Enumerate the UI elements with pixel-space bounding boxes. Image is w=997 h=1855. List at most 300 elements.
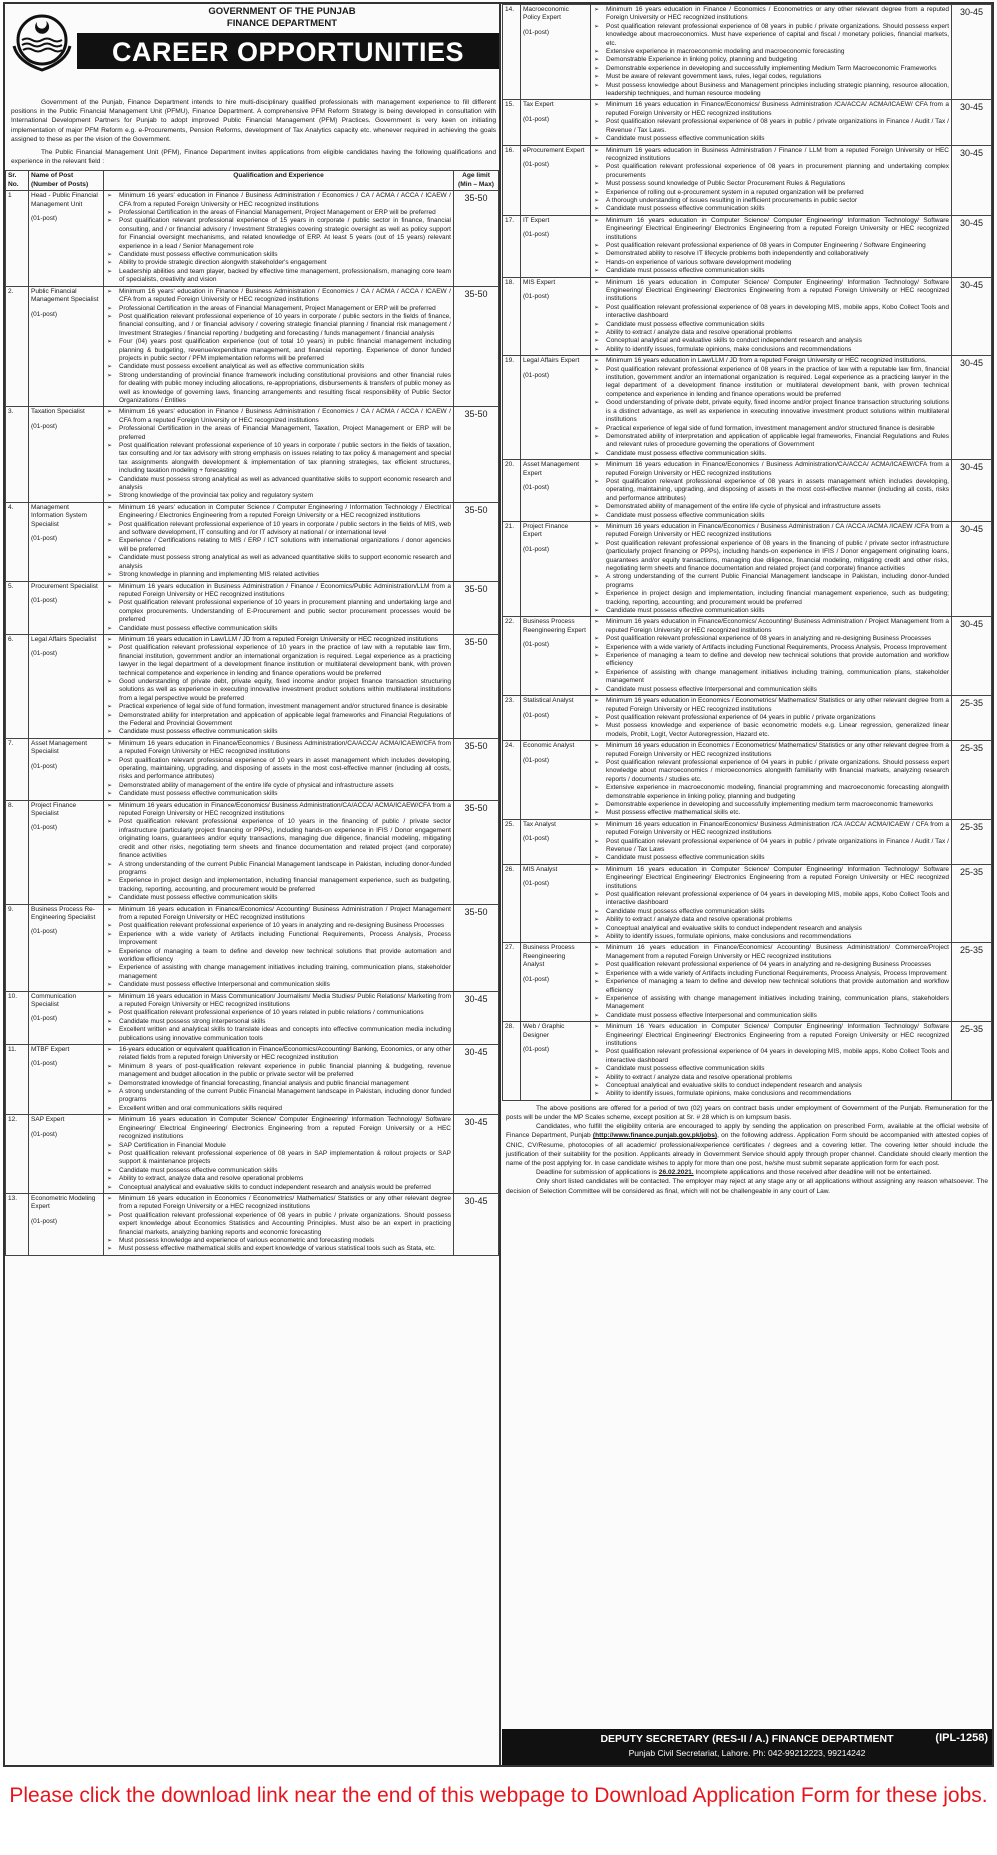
post-count: (01-post) xyxy=(523,835,550,843)
post-name: IT Expert (01-post) xyxy=(521,215,591,277)
sr-number: 5. xyxy=(6,581,29,634)
qualification-item: ➢ Candidate must possess effective Interpersonal and communication skills xyxy=(593,1012,949,1020)
post-name: Project Finance Expert (01-post) xyxy=(521,521,591,616)
table-row xyxy=(503,1022,992,1101)
age-limit: 35-50 xyxy=(454,738,499,800)
age-limit: 35-50 xyxy=(454,581,499,634)
post-count: (01-post) xyxy=(31,1130,58,1138)
positions-table-right xyxy=(502,4,992,1101)
qualification-list xyxy=(593,697,949,739)
qualification-list xyxy=(593,357,949,458)
qualification-item: ➢ Must possess knowledge and experience of various econometric and forecasting models xyxy=(106,1237,451,1245)
terms-paragraph-4: Only short listed candidates will be contacted. The employer may reject at any stage any or all applications without assigning any reason whatsoever. The decision of Selection Committee will be considered as final, which will not be challengeable in any court of Law. xyxy=(506,1178,988,1195)
post-count: (01-post) xyxy=(31,928,58,936)
qualification-item: ➢ Minimum 16 years education in Computer Science/ Computer Engineering/ Information Technology/ Software Engineering/ Electrical Engineering/ Electronics Engineering from a reputed Foreign University or HEC recognized institutions xyxy=(593,279,949,304)
qualification-item: ➢ Candidate must possess strong analytical as well as advanced quantitative skills to support economic research and analysis xyxy=(106,554,451,571)
signatory-address: Punjab Civil Secretariat, Lahore. Ph: 042-99212223, 99214242 xyxy=(628,1748,866,1758)
sr-number: 25. xyxy=(503,819,521,864)
sr-number: 18. xyxy=(503,277,521,356)
table-row xyxy=(503,864,992,943)
qualification-item: ➢ Post qualification relevant professional experience of 08 years in public / private organizations. Should possess expert knowledge about macroeconomics. Must have experience of capital and fiscal / monetary policies, financial markets, etc. xyxy=(593,23,949,48)
sr-number: 3. xyxy=(6,407,29,502)
qualification-item: ➢ Demonstrated knowledge of financial forecasting, financial analysis and public financial management xyxy=(106,1080,451,1088)
table-header-row xyxy=(6,171,499,191)
qualification-item: ➢ Conceptual analytical and evaluative skills to conduct independent research and analysis would be preferred xyxy=(106,1184,451,1192)
header-name: Name of Post (Number of Posts) xyxy=(29,171,104,191)
sr-number: 21. xyxy=(503,521,521,616)
sr-number: 7. xyxy=(6,738,29,800)
table-row xyxy=(6,634,499,738)
qualification-item: ➢ Minimum 16 years education in Finance/Economics/ Business Administration/CA/ACCA/ ACMA/ICAEW/CFA from a reputed Foreign University or HEC recognized institutions xyxy=(106,802,451,819)
table-row xyxy=(503,943,992,1022)
qualification-item: ➢ Demonstrated ability for interpretation and application of applicable legal frameworks and Financial Regulations of the Federal and Provincial Government xyxy=(106,712,451,729)
qualification-list xyxy=(106,740,451,799)
download-notice: Please click the download link near the end of this webpage to Download Application Form for these jobs. xyxy=(9,1784,988,1807)
sr-number: 28. xyxy=(503,1022,521,1101)
qualification-item: ➢ Post qualification relevant professional experience of 10 years in corporate / public sectors in the fields of finance, financial consulting, and / or financial advisory / covering strategic financial planning / financial risk management / Investment Strategies / financial reporting / budgeting and forecasting / funds management / financial analysis xyxy=(106,313,451,338)
age-limit: 35-50 xyxy=(454,407,499,502)
qualification-item: ➢ Must possess knowledge and experience of basic econometric models e.g. Linear regression, generalized linear models, Probit, Logit, Vector Autoregression, Hazard etc. xyxy=(593,722,949,739)
post-name: Business Process Reengineering Analyst (01-post) xyxy=(521,943,591,1022)
qualification-item: ➢ Must possess effective mathematical skills etc. xyxy=(593,809,949,817)
qualification-item: ➢ Must possess sound knowledge of Public Sector Procurement Rules & Regulations xyxy=(593,180,949,188)
table-row xyxy=(6,991,499,1044)
qualification-list xyxy=(106,504,451,580)
table-row xyxy=(503,521,992,616)
qualification-cell xyxy=(104,904,454,991)
qualification-cell xyxy=(104,1115,454,1194)
qualification-cell xyxy=(104,407,454,502)
qualification-item: ➢ Candidate must possess effective communication skills xyxy=(106,728,451,736)
qualification-item: ➢ Post qualification relevant professional experience of 10 years in asset management which includes developing, operating, maintaining, upgrading, and disposing of assets in the most cost-effective manner (including all costs, risks and performance attributes) xyxy=(106,757,451,782)
qualification-item: ➢ Post qualification relevant professional experience of 04 years in developing MIS, mobile apps, Kobo Collect Tools and interactive dashboard xyxy=(593,891,949,908)
post-name: Taxation Specialist (01-post) xyxy=(29,407,104,502)
qualification-list xyxy=(593,6,949,98)
sr-number: 9. xyxy=(6,904,29,991)
qualification-item: ➢ Extensive experience in macroeconomic modeling, financial programming and macroeconomic forecasting alongwith demonstrable experience in linking policy, planning and budgeting xyxy=(593,784,949,801)
age-limit: 35-50 xyxy=(454,634,499,738)
post-name: MIS Expert (01-post) xyxy=(521,277,591,356)
qualification-list xyxy=(593,618,949,694)
qualification-item: ➢ Candidate must possess effective communication skills xyxy=(593,135,949,143)
sr-number: 16. xyxy=(503,145,521,215)
qualification-item: ➢ Candidate must possess effective communication skills xyxy=(106,625,451,633)
qualification-item: ➢ Post qualification relevant professional experience of 08 years in the practice of law with a reputable law firm, financial institution, government and/or an international organization is required. Legal experience as a practicing lawyer in the legal department of a development finance institution or multilateral development bank, with proven technical competence and experience in lending and finance operations would be preferred xyxy=(593,366,949,400)
qualification-cell xyxy=(591,617,952,696)
signature-block xyxy=(502,1729,992,1765)
qualification-item: ➢ Candidate must possess strong analytical as well as advanced quantitative skills to support economic research and analysis xyxy=(106,476,451,493)
qualification-item: ➢ Practical experience of legal side of fund formation, investment management and/or structured finance is desirable xyxy=(593,425,949,433)
deadline-date: 26.02.2021. xyxy=(658,1169,694,1177)
qualification-item: ➢ Minimum 16 years education in Finance/Economics / Business Administration/CA/ACCA/ ACMA/ICAEW/CFA from a reputed Foreign University or HEC recognized institutions xyxy=(106,740,451,757)
qualification-item: ➢ Minimum 16 years education in Mass Communication/ Journalism/ Media Studies/ Public Relations/ Marketing from a reputed Foreign University or HEC recognized institutions xyxy=(106,993,451,1010)
qualification-cell xyxy=(591,1022,952,1101)
age-limit: 30-45 xyxy=(952,356,992,460)
terms-paragraph-1: The above positions are offered for a period of two (02) years on contract basis under employment of Government of the Punjab. Remuneration for the posts will be under the MP Scales scheme, except position at Sr. # 28 which is on lumpsum basis. xyxy=(506,1104,988,1121)
sr-number: 12. xyxy=(6,1115,29,1194)
career-banner: CAREER OPPORTUNITIES xyxy=(77,33,499,69)
post-count: (01-post) xyxy=(31,1015,58,1023)
qualification-item: ➢ Candidate must possess effective communication skills xyxy=(106,894,451,902)
table-row xyxy=(503,617,992,696)
sr-number: 8. xyxy=(6,800,29,904)
qualification-item: ➢ Post qualification relevant professional experience of 04 years in analyzing and re-designing Business Processes xyxy=(593,961,949,969)
qualification-item: ➢ Ability to extract / analyze data and resolve operational problems xyxy=(593,1074,949,1082)
post-count: (01-post) xyxy=(523,545,550,553)
qualification-item: ➢ Ability to extract, analyze data and resolve operational problems xyxy=(106,1175,451,1183)
qualification-item: ➢ SAP Certification in Financial Module xyxy=(106,1142,451,1150)
post-count: (01-post) xyxy=(31,310,58,318)
qualification-item: ➢ Candidate must possess effective communication skills xyxy=(106,790,451,798)
right-column xyxy=(502,4,992,1765)
qualification-item: ➢ Minimum 16 years education in Finance/Economics/ Accounting/ Business Administration/ Commerce/Project Management from a reputed Foreign University or HEC recognized institutions xyxy=(593,944,949,961)
table-row xyxy=(6,1193,499,1255)
age-limit: 25-35 xyxy=(952,1022,992,1101)
post-count: (01-post) xyxy=(523,115,550,123)
post-count: (01-post) xyxy=(31,422,58,430)
post-name: MIS Analyst (01-post) xyxy=(521,864,591,943)
qualification-item: ➢ Demonstrated ability to resolve IT lifecycle problems both independently and collaboratively xyxy=(593,250,949,258)
qualification-item: ➢ Experience of rolling out e-procurement system in a reputed organization will be preferred xyxy=(593,189,949,197)
sr-number: 22. xyxy=(503,617,521,696)
age-limit: 35-50 xyxy=(454,904,499,991)
qualification-item: ➢ Good understanding of private debt, private equity, fixed income and/or project finance transaction structuring solutions as well as experience in executing innovative investment product solutions within multilateral institutions from a legal perspective would be preferred xyxy=(106,678,451,703)
table-row xyxy=(503,819,992,864)
qualification-item: ➢ Minimum 16 years education in Economics / Econometrics/ Mathematics/ Statistics or any other relevant degree from a reputed Foreign University or HEC recognized institutions xyxy=(593,697,949,714)
sr-number: 14. xyxy=(503,5,521,100)
qualification-item: ➢ Demonstrable experience in developing and successfully implementing Medium Term Macroeconomic Frameworks xyxy=(593,65,949,73)
qualification-item: ➢ Must possess effective mathematical skills and expert knowledge of various statistical tools such as Stata, etc. xyxy=(106,1245,451,1253)
finance-website-link[interactable]: (http://www.finance.punjab.gov.pk/jobs) xyxy=(592,1132,718,1140)
qualification-item: ➢ Minimum 16 years education in Finance/Economics/ Business Administration /CA /ACCA/ ACMA/ICAEW / CFA from a reputed Foreign University or HEC recognized institutions xyxy=(593,821,949,838)
post-name: SAP Expert (01-post) xyxy=(29,1115,104,1194)
post-count: (01-post) xyxy=(31,650,58,658)
terms-text xyxy=(502,1101,992,1199)
qualification-item: ➢ Leadership abilities and team player, backed by effective time management, professionalism, managing core team of specialists, creativity and vision xyxy=(106,268,451,285)
sr-number: 15. xyxy=(503,100,521,145)
qualification-item: ➢ Candidate must possess excellent analytical as well as effective communication skills xyxy=(106,363,451,371)
sr-number: 19. xyxy=(503,356,521,460)
qualification-item: ➢ Post qualification relevant professional experience of 08 years in Computer Engineering / Software Engineering xyxy=(593,242,949,250)
qualification-item: ➢ Candidate must possess effective Interpersonal and communication skills xyxy=(106,981,451,989)
positions-table-left xyxy=(5,170,499,1255)
qualification-item: ➢ Candidate must possess effective communication skills xyxy=(593,512,949,520)
sr-number: 23. xyxy=(503,696,521,741)
qualification-item: ➢ Minimum 16 years education in Finance / Economics / Econometrics or any other relevant degree from a reputed Foreign University or HEC recognized institutions xyxy=(593,6,949,23)
qualification-item: ➢ Minimum 16 years education in Law/LLM / JD from a reputed Foreign University or HEC recognized institutions. xyxy=(593,357,949,365)
qualification-item: ➢ Experience / Certifications relating to MIS / ERP / ICT solutions with international organizations / donor agencies will be preferred xyxy=(106,537,451,554)
post-name: Procurement Specialist (01-post) xyxy=(29,581,104,634)
qualification-list xyxy=(106,1195,451,1254)
qualification-item: ➢ 16-years education or equivalent qualification in Finance/Economics/Accounting/ Banking, Economics, or any other related fields from a reputed foreign University or HEC recognized institution xyxy=(106,1046,451,1063)
qualification-item: ➢ Minimum 16 years education in Finance/Economics / Business Administration / CA /ACCA /ACMA /ICAEW /CFA from a reputed Foreign University or HEC recognized institutions xyxy=(593,523,949,540)
post-count: (01-post) xyxy=(523,1045,550,1053)
table-row xyxy=(503,5,992,100)
qualification-item: ➢ Post qualification relevant professional experience of 04 years in public / private organizations xyxy=(593,714,949,722)
post-count: (01-post) xyxy=(523,160,550,168)
qualification-item: ➢ Candidate must possess effective Interpersonal and communication skills xyxy=(593,686,949,694)
qualification-list xyxy=(106,1046,451,1113)
qualification-cell xyxy=(104,1193,454,1255)
qualification-item: ➢ Minimum 16 years education in Finance/Economics/ Accounting/ Business Administration / Project Management from a reputed Foreign University or HEC recognized institutions xyxy=(593,618,949,635)
sr-number: 24. xyxy=(503,741,521,820)
qualification-item: ➢ Minimum 16 years education in Computer Science/ Computer Engineering/ Information Technology/ Software Engineering/ Electrical Engineering/ Electronics Engineering from a reputed Foreign University or HEC recognized institutions xyxy=(593,866,949,891)
sr-number: 17. xyxy=(503,215,521,277)
age-limit: 25-35 xyxy=(952,696,992,741)
qualification-item: ➢ Professional Certification in the areas of Financial Management, Taxation, Project Management or ERP will be preferred xyxy=(106,425,451,442)
qualification-cell xyxy=(104,1045,454,1115)
age-limit: 30-45 xyxy=(952,145,992,215)
qualification-item: ➢ Must be aware of relevant government laws, rules, legal codes, regulations xyxy=(593,73,949,81)
qualification-cell xyxy=(591,5,952,100)
qualification-item: ➢ Practical experience of legal side of fund formation, investment management and/or structured finance is desirable xyxy=(106,703,451,711)
post-count: (01-post) xyxy=(523,231,550,239)
table-row xyxy=(503,100,992,145)
terms-paragraph-2: Candidates, who fulfill the eligibility criteria are encouraged to apply by sending the application on prescribed Form, available at the official website of Finance Department, Punjab (http://www.finance.punjab.gov.pk/jobs), on the following address. Application Form should be accompanied with attested copies of CNIC, CV/Resume, photocopies of all academic/ professional/experience certificates / degrees and a covering letter. The covering letter should include the justification of their suitability for the position. Applicants already in Government Service should apply through proper channel. Candidate should clearly mention the name of the post applying for. In case candidate wishes to apply for more than one post, he/she must submit separate application form for each post. xyxy=(506,1123,988,1167)
qualification-item: ➢ Post qualification relevant professional experience of 04 years in public / private organizations. Should possess expert knowledge about macroeconomics / microeconomics alongwith familiarity with financial markets, analyzing research reports / documents / studies etc. xyxy=(593,759,949,784)
qualification-item: ➢ Minimum 16 years education in Economics / Econometrics/ Mathematics/ Statistics or any other relevant degree from a reputed Foreign University or a HEC recognized institutions xyxy=(106,1195,451,1212)
table-row xyxy=(6,407,499,502)
qualification-item: ➢ Experience of assisting with change management initiatives including training, communication plans, stakeholder management xyxy=(106,964,451,981)
qualification-cell xyxy=(104,502,454,581)
qualification-item: ➢ Conceptual analytical and evaluative skills to conduct independent research and analysis xyxy=(593,925,949,933)
qualification-item: ➢ Post qualification relevant professional experience of 08 years in developing MIS, mobile apps, Kobo Collect Tools and interactive dashboard xyxy=(593,304,949,321)
table-row xyxy=(503,460,992,522)
age-limit: 35-50 xyxy=(454,800,499,904)
qualification-cell xyxy=(591,145,952,215)
post-count: (01-post) xyxy=(523,371,550,379)
post-count: (01-post) xyxy=(523,641,550,649)
post-name: Project Finance Specialist (01-post) xyxy=(29,800,104,904)
post-name: Business Process Reengineering Expert (01-post) xyxy=(521,617,591,696)
qualification-item: ➢ Strong understanding of provincial finance framework including constitutional provisions and other financial rules for dealing with public money including allocations, re-appropriations, disbursements & transfers of public money as well as knowledge of governing laws, financing arrangements and resulting fiscal responsibility of Public Sector Organizations / Entities xyxy=(106,372,451,406)
intro-paragraph-1: Government of the Punjab, Finance Department intends to hire multi-disciplinary qualified professionals with management experience to fill different positions in the Public Financial Management Unit (PFMU), Finance Department. A comprehensive PFM Reform Strategy is being developed in consultation with International Development Partners for Punjab to adopt improved Public Financial Management (PFM) Practices. Government is very keen on initiating implementation of major PFM Reform e.g. e-Procurements, Pension Reforms, development of Tax Analytics capacity etc. whenever required in achieving the goals assigned to these as per the vision of the Government. xyxy=(11,99,496,143)
qualification-list xyxy=(106,192,451,284)
table-row xyxy=(6,1115,499,1194)
table-row xyxy=(6,800,499,904)
left-column xyxy=(5,4,501,1765)
qualification-item: ➢ Excellent written and oral communications skills required xyxy=(106,1105,451,1113)
qualification-item: ➢ Minimum 16 years education in Economics / Econometrics/ Mathematics/ Statistics or any other relevant degree from a reputed Foreign University or HEC recognized institutions xyxy=(593,742,949,759)
qualification-item: ➢ Ability to extract / analyze data and resolve operational problems xyxy=(593,916,949,924)
qualification-item: ➢ Excellent written and analytical skills to translate ideas and concepts into effective communication media including publications using innovative communication tools xyxy=(106,1026,451,1043)
post-name: Tax Analyst (01-post) xyxy=(521,819,591,864)
qualification-item: ➢ Ability to identify issues, formulate opinions, make conclusions and recommendations xyxy=(593,346,949,354)
sr-number: 13. xyxy=(6,1193,29,1255)
qualification-cell xyxy=(591,864,952,943)
qualification-item: ➢ Experience of assisting with change management initiatives including training, communication plans, stakeholders Management xyxy=(593,995,949,1012)
qualification-item: ➢ Must possess knowledge about Business and Management principles including strategic planning, resource allocation, leadership techniques, and human resource modeling xyxy=(593,82,949,99)
qualification-cell xyxy=(104,800,454,904)
sr-number: 2. xyxy=(6,286,29,407)
age-limit: 30-45 xyxy=(952,617,992,696)
qualification-item: ➢ Post qualification relevant professional experience of 10 years in corporate / public sectors in the fields of taxation, tax consulting and /or tax advisory with strong emphasis on issues relating to tax policy & management and special tax assignments alongwith development & implementation of tax planning strategies, tax efficient structures, including taxation modeling + forecasting xyxy=(106,442,451,476)
header-age: Age limit (Min – Max) xyxy=(454,171,499,191)
age-limit: 25-35 xyxy=(952,741,992,820)
left-table-body xyxy=(6,191,499,1256)
qualification-item: ➢ Post qualification relevant professional experience of 10 years in corporate / public sectors in the fields of MIS, web and software development, IT consulting and /or IT advisory at national / or international level xyxy=(106,521,451,538)
qualification-list xyxy=(106,408,451,500)
post-count: (01-post) xyxy=(31,762,58,770)
sr-number: 10. xyxy=(6,991,29,1044)
post-name: Statistical Analyst (01-post) xyxy=(521,696,591,741)
post-count: (01-post) xyxy=(523,28,550,36)
qualification-item: ➢ Post qualification relevant professional experience of 10 years in the practice of law with a reputable law firm, financial institution, government and/or an international organization is required. Legal experience as a practicing lawyer in the legal department of a development finance institution or multilateral development bank, with proven technical competence and experience in lending and finance operations would be preferred xyxy=(106,644,451,678)
table-row xyxy=(6,581,499,634)
qualification-item: ➢ Demonstrated ability of management of the entire life cycle of physical and infrastructure assets xyxy=(593,503,949,511)
age-limit: 30-45 xyxy=(952,215,992,277)
age-limit: 30-45 xyxy=(952,5,992,100)
post-name: Legal Affairs Specialist (01-post) xyxy=(29,634,104,738)
qualification-cell xyxy=(591,215,952,277)
qualification-item: ➢ Professional Certification in the areas of Financial Management, Project Management or ERP will be preferred xyxy=(106,209,451,217)
qualification-item: ➢ Candidate must possess effective communication skills xyxy=(593,1065,949,1073)
qualification-item: ➢ Candidate must possess effective communication skills xyxy=(106,1167,451,1175)
age-limit: 30-45 xyxy=(454,991,499,1044)
qualification-item: ➢ Conceptual analytical and evaluative skills to conduct independent research and analysis xyxy=(593,337,949,345)
qualification-item: ➢ Ability to identify issues, formulate opinions, make conclusions and recommendations xyxy=(593,1090,949,1098)
qualification-list xyxy=(593,101,949,143)
qualification-item: ➢ Candidate must possess effective communication skills xyxy=(593,607,949,615)
sr-number: 20. xyxy=(503,460,521,522)
table-row xyxy=(503,696,992,741)
qualification-item: ➢ Post qualification relevant professional experience of 04 years in public / private organizations in Finance / Audit / Tax / Revenue / Tax Laws xyxy=(593,838,949,855)
table-row xyxy=(6,904,499,991)
qualification-item: ➢ Demonstrable Experience in linking policy, planning and budgeting xyxy=(593,56,949,64)
age-limit: 30-45 xyxy=(454,1045,499,1115)
header-sr: Sr. No. xyxy=(6,171,29,191)
qualification-item: ➢ Candidate must possess effective communication skills xyxy=(593,205,949,213)
qualification-item: ➢ Post qualification relevant professional experience of 08 years in public / private organizations in Finance / Audit / Tax / Revenue / Tax Laws. xyxy=(593,118,949,135)
qualification-item: ➢ Experience in project design and implementation, including financial management experience, such as budgeting; tracking, reporting, accounting; and procurement would be preferred xyxy=(593,590,949,607)
age-limit: 25-35 xyxy=(952,819,992,864)
qualification-item: ➢ Strong knowledge in planning and implementing MIS related activities xyxy=(106,571,451,579)
qualification-item: ➢ Candidate must possess strong interpersonal skills xyxy=(106,1018,451,1026)
qualification-item: ➢ Post qualification relevant professional experience of 15 years in corporate / public sector in finance, financial consulting, and / or financial advisory / Investment Strategies covering strategic oversight as well as policy support for Financial oversight mechanisms, and related knowledge of ERP. At least 5 years (out of 15 years) relevant experience in a lead / Senior Management role xyxy=(106,217,451,251)
qualification-list xyxy=(593,866,949,942)
qualification-item: ➢ Candidate must possess effective communication skills. xyxy=(593,450,949,458)
table-row xyxy=(503,741,992,820)
qualification-list xyxy=(593,944,949,1020)
age-limit: 30-45 xyxy=(952,521,992,616)
qualification-list xyxy=(106,636,451,737)
header-qualification: Qualification and Experience xyxy=(104,171,454,191)
qualification-item: ➢ Post qualification relevant professional experience of 10 years related in public relations / communications xyxy=(106,1009,451,1017)
qualification-list xyxy=(593,461,949,520)
post-name: Economic Analyst (01-post) xyxy=(521,741,591,820)
sr-number: 26. xyxy=(503,864,521,943)
qualification-list xyxy=(106,906,451,990)
qualification-cell xyxy=(591,696,952,741)
qualification-item: ➢ Candidate must possess effective communication skills xyxy=(106,251,451,259)
intro-paragraph-2: The Public Financial Management Unit (PFM), Finance Department invites applications from eligible candidates having the following qualifications and experience in the relevant field : xyxy=(11,149,496,166)
qualification-item: ➢ Post qualification relevant professional experience of 10 years in analyzing and re-designing Business Processes xyxy=(106,922,451,930)
qualification-cell xyxy=(591,277,952,356)
qualification-cell xyxy=(104,991,454,1044)
post-name: Management Information System Specialist (01-post) xyxy=(29,502,104,581)
qualification-item: ➢ A thorough understanding of issues resulting in inefficient procurements in public sector xyxy=(593,197,949,205)
qualification-item: ➢ Demonstrable experience in developing and successfully implementing medium term macroeconomic frameworks xyxy=(593,801,949,809)
qualification-cell xyxy=(104,581,454,634)
post-count: (01-post) xyxy=(31,596,58,604)
qualification-item: ➢ Hands-on experience of various software development modeling xyxy=(593,259,949,267)
intro-text xyxy=(5,96,499,166)
qualification-cell xyxy=(104,286,454,407)
post-count: (01-post) xyxy=(31,535,58,543)
qualification-cell xyxy=(591,819,952,864)
table-row xyxy=(6,738,499,800)
post-count: (01-post) xyxy=(31,824,58,832)
sr-number: 1 xyxy=(6,191,29,286)
right-table-body xyxy=(503,5,992,1101)
qualification-item: ➢ Post qualification relevant professional experience of 10 years in the financing of public / private sector infrastructure (particularly project financing or PPPs), including hands-on experience in IFIS / Donor engagement originating loans, guarantees and/or equity transactions, managing due diligence, financial modeling, mitigating credit and other risks, negotiating term sheets and finance documentation and related project (and corporate) finance activities xyxy=(106,818,451,860)
qualification-item: ➢ A strong understanding of the current Public Financial Management landscape in Pakistan, including donor-funded programs xyxy=(593,573,949,590)
qualification-item: ➢ Minimum 16 years' education in Computer Science / Computer Engineering / Information Technology / Electrical Engineering / Electronics Engineering from a reputed Foreign University or a HEC recognized institutions xyxy=(106,504,451,521)
ad-header xyxy=(5,4,499,96)
age-limit: 30-45 xyxy=(952,100,992,145)
qualification-item: ➢ Minimum 16 years education in Business Administration / Finance / Economics/Public Administration/LLM from a reputed Foreign University or HEC recognized institutions xyxy=(106,583,451,600)
qualification-item: ➢ Experience of managing a team to define and develop new technical solutions that provide automation and workflow efficiency xyxy=(106,948,451,965)
qualification-item: ➢ Minimum 16 years education in Computer Science/ Computer Engineering/ Information Technology/ Software Engineering/ Electrical Engineering/ Electronics Engineering from a reputed Foreign University or HEC recognized institutions xyxy=(593,217,949,242)
qualification-item: ➢ Post qualification relevant professional experience of 08 years in procurement planning and undertaking complex procurements xyxy=(593,163,949,180)
department-title: GOVERNMENT OF THE PUNJAB FINANCE DEPARTMENT xyxy=(208,6,356,29)
qualification-item: ➢ Ability to provide strategic direction alongwith stakeholder's engagement xyxy=(106,259,451,267)
qualification-list xyxy=(106,802,451,903)
age-limit: 35-50 xyxy=(454,191,499,286)
qualification-item: ➢ Minimum 8 years of post-qualification relevant experience in public financial planning & budgeting, revenue management and budget allocation in the public or private sector will be preferred xyxy=(106,1063,451,1080)
qualification-item: ➢ A strong understanding of the current Public Financial Management landscape in Pakistan, including donor-funded programs xyxy=(106,861,451,878)
table-row xyxy=(6,191,499,286)
age-limit: 30-45 xyxy=(454,1193,499,1255)
sr-number: 4. xyxy=(6,502,29,581)
table-row xyxy=(6,502,499,581)
qualification-list xyxy=(593,279,949,355)
sr-number: 27. xyxy=(503,943,521,1022)
qualification-list xyxy=(593,1023,949,1099)
qualification-cell xyxy=(591,943,952,1022)
qualification-list xyxy=(593,821,949,863)
signatory-title: DEPUTY SECRETARY (RES-II / A.) FINANCE DEPARTMENT xyxy=(600,1733,894,1745)
qualification-item: ➢ Post qualification relevant professional experience of 10 years in procurement planning and undertaking large and complex procurements. Understanding of E-Procurement and public sector procurement processes would be preferred xyxy=(106,599,451,624)
qualification-item: ➢ Professional Certification in the areas of Financial Management, Project Management or ERP will be preferred xyxy=(106,305,451,313)
qualification-item: ➢ Demonstrated ability of interpretation and application of applicable legal frameworks, Financial Regulations and Rules and relevant rules of procedure governing the operations of Government xyxy=(593,433,949,450)
qualification-item: ➢ Post qualification relevant professional experience of 08 years in SAP implementation & rollout projects or SAP support & maintenance projects xyxy=(106,1150,451,1167)
age-limit: 30-45 xyxy=(454,1115,499,1194)
qualification-item: ➢ Extensive experience in macroeconomic modeling and macroeconomic forecasting xyxy=(593,48,949,56)
qualification-cell xyxy=(591,460,952,522)
qualification-item: ➢ Experience with a wide variety of Artifacts including Functional Requirements, Process Analysis, Process Improvement xyxy=(593,644,949,652)
post-count: (01-post) xyxy=(31,1217,58,1225)
post-name: eProcurement Expert (01-post) xyxy=(521,145,591,215)
post-name: Web / Graphic Designer (01-post) xyxy=(521,1022,591,1101)
table-row xyxy=(503,356,992,460)
post-count: (01-post) xyxy=(523,880,550,888)
age-limit: 35-50 xyxy=(454,502,499,581)
qualification-item: ➢ Minimum 16 years education in Business Administration / Finance / LLM from a reputed Foreign University or HEC recognized institutions xyxy=(593,147,949,164)
qualification-item: ➢ Minimum 16 years education in Computer Science/ Computer Engineering/ Information Technology/ Software Engineering/ Electrical Engineering/ Electronics Engineering from a reputed Foreign University or a HEC recognized institutions xyxy=(106,1116,451,1141)
qualification-item: ➢ Minimum 16 years education in Finance/Economics/ Business Administration /CA/ACCA/ ACMA/ICAEW/ CFA from a reputed Foreign University or HEC recognized institutions xyxy=(593,101,949,118)
qualification-item: ➢ Experience of assisting with change management initiatives including training, communication plans, stakeholder management xyxy=(593,669,949,686)
post-count: (01-post) xyxy=(523,975,550,983)
qualification-cell xyxy=(591,741,952,820)
qualification-item: ➢ Experience with a wide variety of Artifacts including Functional Requirements, Process Analysis, Process Improvement xyxy=(106,931,451,948)
qualification-cell xyxy=(104,191,454,286)
post-name: Legal Affairs Expert (01-post) xyxy=(521,356,591,460)
qualification-list xyxy=(593,147,949,214)
qualification-item: ➢ Minimum 16 years education in Finance/Economics / Business Administration/CA/ACCA/ ACMA/ICAEW/CFA from a reputed Foreign University or HEC recognized institutions xyxy=(593,461,949,478)
table-row xyxy=(503,145,992,215)
terms-paragraph-3: Deadline for submission of applications is 26.02.2021. Incomplete applications and those received after deadline will not be entertained. xyxy=(536,1169,932,1177)
